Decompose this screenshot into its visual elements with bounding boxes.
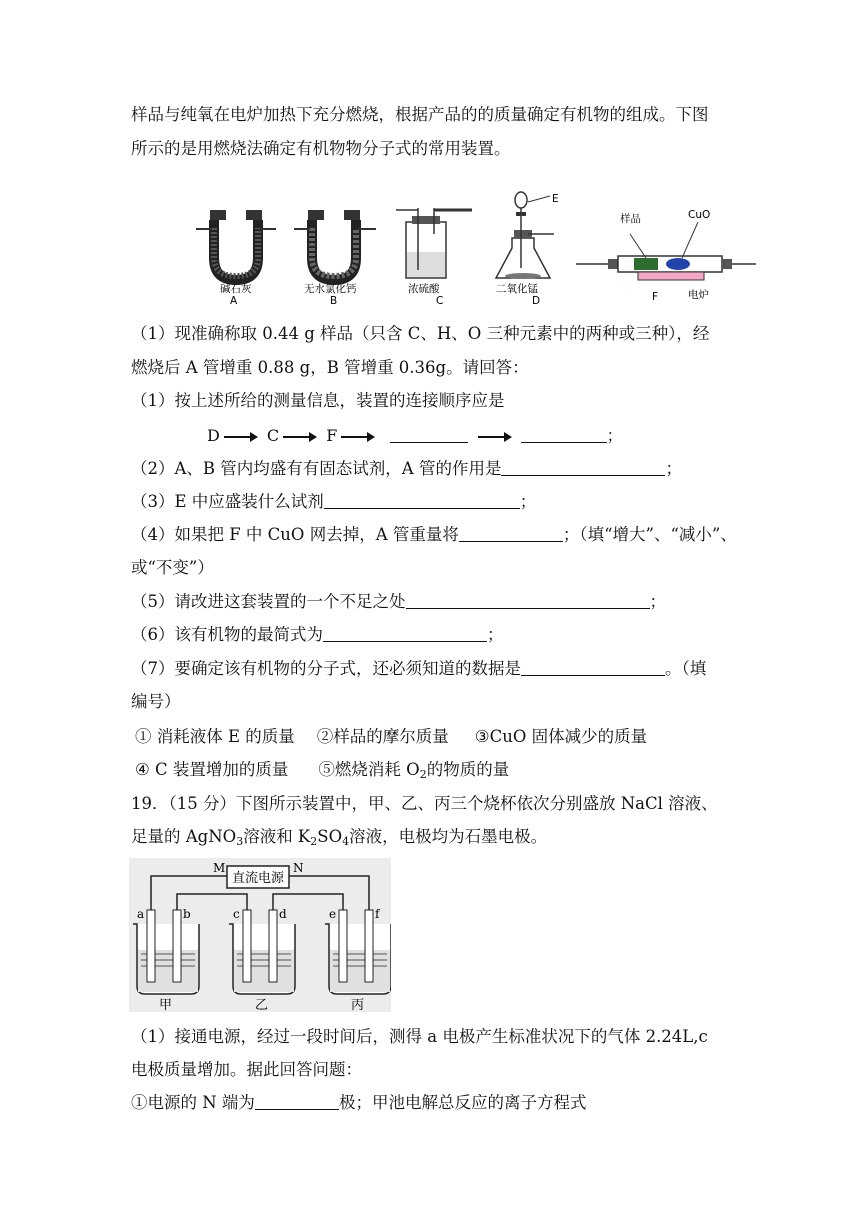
electrode-f: f <box>375 907 380 921</box>
q18-part-3-end: ； <box>519 492 537 511</box>
q19-part-1-line-2: 电极质量增加。据此回答问题： <box>131 1060 362 1079</box>
q19-sub-2: 2 <box>310 835 318 848</box>
q18-part-2-text: （2）A、B 管内均盛有有固态试剂，A 管的作用是 <box>131 459 502 478</box>
option-4: ④ C 装置增加的质量 <box>135 760 289 779</box>
option-5 <box>318 760 509 779</box>
label-f: F <box>652 291 659 303</box>
q19-stem-2-d: 溶液，电极均为石墨电极。 <box>349 827 548 846</box>
q19-stem-2-b: 溶液和 K <box>243 827 311 846</box>
order-d: D <box>207 426 220 445</box>
q18-stem-2: 燃烧后 A 管增重 0.88 g，B 管增重 0.36g。请回答： <box>131 358 529 377</box>
combustion-apparatus-figure <box>190 188 760 308</box>
label-soda-lime: 碱石灰 <box>220 283 252 295</box>
beaker-label-yi: 乙 <box>255 998 269 1012</box>
q18-options-row-1 <box>135 726 647 748</box>
q18-part-7-text: （7）要确定该有机物的分子式，还必须知道的数据是 <box>131 659 521 678</box>
q19-question-1-tail: 极；甲池电解总反应的离子方程式 <box>338 1093 587 1112</box>
answer-blank-2[interactable] <box>501 459 665 476</box>
q19-stem-2-a: 足量的 AgNO <box>131 827 237 846</box>
order-c: C <box>266 426 280 445</box>
option-5-subscript: 2 <box>419 768 427 781</box>
answer-blank-order-1[interactable] <box>390 426 468 443</box>
electrode-b: b <box>183 907 191 921</box>
power-supply-label: 直流电源 <box>232 871 285 886</box>
q18-part-4-text: （4）如果把 F 中 CuO 网去掉，A 管重量将 <box>131 525 459 544</box>
q18-part-4-line-2: 或“不变”） <box>131 558 214 577</box>
u-tube-a <box>196 210 276 280</box>
q19-question-1-text: ①电源的 N 端为 <box>131 1093 255 1112</box>
q18-part-5 <box>131 591 666 613</box>
order-f: F <box>326 426 338 445</box>
arrow-icon <box>478 432 512 442</box>
q18-part-7 <box>131 658 706 680</box>
label-a: A <box>230 295 238 307</box>
q18-part-3-text: （3）E 中应盛装什么试剂 <box>131 492 324 511</box>
combustion-tube-f <box>576 222 756 280</box>
beaker-label-jia: 甲 <box>159 998 173 1012</box>
beaker-label-bing: 丙 <box>351 998 365 1012</box>
label-e: E <box>552 193 559 205</box>
electrode-d: d <box>279 907 287 921</box>
label-c: C <box>436 295 444 307</box>
washing-bottle-c <box>396 208 472 278</box>
arrow-icon <box>283 432 317 442</box>
electrode-c: c <box>233 907 240 921</box>
connection-order <box>207 423 623 446</box>
q19-question-1 <box>131 1092 586 1114</box>
label-furnace: 电炉 <box>688 289 709 301</box>
option-5-text: ⑤燃烧消耗 O <box>318 760 420 779</box>
electrolysis-diagram <box>129 858 391 1012</box>
answer-blank-electrode[interactable] <box>255 1093 339 1110</box>
q18-part-3 <box>131 491 536 513</box>
label-mno2: 二氧化锰 <box>496 283 538 295</box>
answer-blank-6[interactable] <box>323 625 487 642</box>
answer-blank-3[interactable] <box>324 492 520 509</box>
electrode-a: a <box>137 907 145 921</box>
answer-blank-order-2[interactable] <box>521 426 607 443</box>
intro-line-2: 所示的是用燃烧法确定有机物物分子式的常用装置。 <box>131 139 511 158</box>
answer-blank-7[interactable] <box>521 659 665 676</box>
label-h2so4: 浓硫酸 <box>408 283 440 295</box>
q18-part-6-text: （6）该有机物的最简式为 <box>131 625 323 644</box>
q18-part-2-end: ； <box>665 459 682 478</box>
conical-flask-d <box>496 192 554 279</box>
q18-part-4-end: ；（填“增大”、“减小”、 <box>562 525 737 544</box>
option-1: ① 消耗液体 E 的质量 <box>135 727 295 746</box>
q18-part-5-text: （5）请改进这套装置的一个不足之处 <box>131 592 406 611</box>
answer-blank-4[interactable] <box>459 525 563 542</box>
q19-stem-1: 19．（15 分）下图所示装置中，甲、乙、丙三个烧杯依次分别盛放 NaCl 溶液、 <box>131 794 718 813</box>
q19-sub-3: 4 <box>342 835 350 848</box>
q18-options-row-2 <box>135 759 509 786</box>
q18-stem-1: （1）现准确称取 0.44 g 样品（只含 C、H、O 三种元素中的两种或三种），经 <box>131 324 710 343</box>
q18-part-7-end: 。（填 <box>665 659 707 678</box>
q19-stem-2-c: SO <box>317 827 343 846</box>
q18-part-5-end: ； <box>649 592 666 611</box>
label-d: D <box>532 295 541 307</box>
label-b: B <box>330 295 338 307</box>
q18-part-7-line-2: 编号） <box>131 692 181 711</box>
q18-part-1: （1）按上述所给的测量信息，装置的连接顺序应是 <box>131 391 505 410</box>
q19-stem-2 <box>131 826 547 853</box>
terminal-n: N <box>293 861 304 875</box>
terminal-m: M <box>213 861 226 875</box>
u-tube-b <box>294 210 376 280</box>
q18-part-4 <box>131 524 737 546</box>
option-5-tail: 的物质的量 <box>426 760 510 779</box>
q18-part-2 <box>131 458 682 480</box>
q18-part-6 <box>131 624 504 646</box>
label-sample: 样品 <box>620 213 641 225</box>
option-2: ②样品的摩尔质量 <box>316 727 449 746</box>
option-3: ③CuO 固体减少的质量 <box>474 727 648 746</box>
electrode-e: e <box>329 907 337 921</box>
q19-part-1-line-1: （1）接通电源，经过一段时间后，测得 a 电极产生标准状况下的气体 2.24L,c <box>131 1027 708 1046</box>
answer-blank-5[interactable] <box>406 592 650 609</box>
arrow-icon <box>224 432 258 442</box>
label-cacl2: 无水氯化钙 <box>304 283 357 295</box>
intro-line-1: 样品与纯氧在电炉加热下充分燃烧，根据产品的的质量确定有机物的组成。下图 <box>131 105 709 124</box>
q19-sub-1: 3 <box>236 835 244 848</box>
arrow-icon <box>341 432 375 442</box>
q18-part-6-end: ； <box>487 625 504 644</box>
label-cuo: CuO <box>688 209 711 221</box>
order-end: ； <box>606 426 623 445</box>
